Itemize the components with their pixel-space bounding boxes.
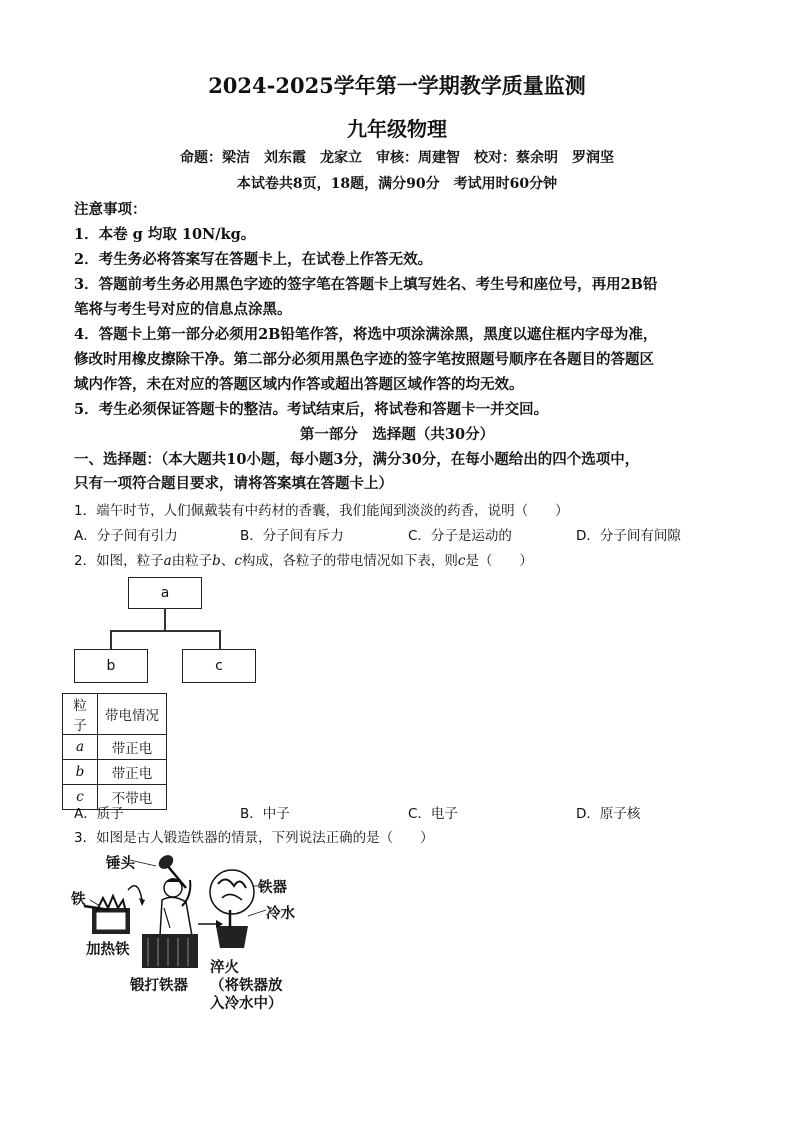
note-3a: 3．答题前考生务必用黑色字迹的签字笔在答题卡上填写姓名、考生号和座位号，再用2B铅: [74, 276, 658, 293]
part1-intro-b: 只有一项符合题目要求，请将答案填在答题卡上）: [74, 475, 393, 492]
q1-option-c: C．分子是运动的: [408, 528, 512, 544]
table-cell: b: [63, 760, 98, 785]
note-2: 2．考生务必将答案写在答题卡上，在试卷上作答无效。: [74, 251, 433, 268]
note-1: 1．本卷 g 均取 10N/kg。: [74, 226, 256, 243]
connector-left: [110, 630, 112, 650]
note-3b: 笔将与考生号对应的信息点涂黑。: [74, 301, 292, 318]
q1-option-d: D．分子间有间隙: [576, 528, 681, 544]
connector-right: [219, 630, 221, 650]
label-iron: 铁: [71, 891, 86, 908]
particle-c-box: c: [182, 649, 256, 683]
note-4a: 4．答题卡上第一部分必须用2B铅笔作答，将选中项涂满涂黑，黑度以遮住框内字母为准，: [74, 326, 658, 343]
note-4c: 域内作答，未在对应的答题区域内作答或超出答题区域作答的均无效。: [74, 376, 524, 393]
table-cell: 带正电: [98, 735, 167, 760]
label-quench-note-1: （将铁器放: [210, 977, 283, 994]
charge-table: [62, 693, 167, 810]
anvil-icon: [142, 934, 198, 968]
part1-intro-a: 一、选择题：（本大题共10小题，每小题3分，满分30分，在每小题给出的四个选项中，: [74, 451, 640, 468]
label-hammer: 锤头: [106, 855, 135, 872]
subject-title: 九年级物理: [347, 117, 447, 141]
exam-title: 2024-2025学年第一学期教学质量监测: [208, 73, 586, 98]
label-quench-note-2: 入冷水中）: [210, 995, 283, 1012]
particle-b-box: b: [74, 649, 148, 683]
table-cell: c: [63, 785, 98, 810]
label-forging: 锻打铁器: [130, 977, 188, 994]
particle-a-box: a: [128, 577, 202, 609]
furnace-icon: [84, 896, 130, 934]
label-heating: 加热铁: [86, 941, 130, 958]
table-header: 粒子: [63, 694, 98, 735]
table-cell: 不带电: [98, 785, 167, 810]
blacksmith-figure: [156, 852, 192, 936]
quench-bucket-icon: [210, 870, 254, 948]
label-cold-water: 冷水: [266, 905, 295, 922]
note-5: 5．考生必须保证答题卡的整洁。考试结束后，将试卷和答题卡一并交回。: [74, 401, 549, 418]
q1-option-a: A．分子间有引力: [74, 528, 178, 544]
table-cell: 带正电: [98, 760, 167, 785]
q1-option-b: B．分子间有斥力: [240, 528, 344, 544]
connector-horizontal: [110, 630, 220, 632]
note-4b: 修改时用橡皮擦除干净。第二部分必须用黑色字迹的签字笔按照题号顺序在各题目的答题区: [74, 351, 654, 368]
exam-info-line: 本试卷共8页，18题，满分90分 考试用时60分钟: [236, 176, 558, 192]
q2-option-a: A．质子: [74, 806, 124, 822]
q1-stem: 1．端午时节，人们佩戴装有中药材的香囊，我们能闻到淡淡的药香，说明（ ）: [74, 503, 569, 519]
q2-option-c: C．电子: [408, 806, 458, 822]
table-header: 带电情况: [98, 694, 167, 735]
q3-stem: 3．如图是古人锻造铁器的情景，下列说法正确的是（ ）: [74, 830, 434, 846]
connector-vertical: [164, 608, 166, 631]
q2-option-d: D．原子核: [576, 806, 641, 822]
part1-heading: 第一部分 选择题（共30分）: [299, 426, 495, 443]
table-row: [63, 735, 167, 760]
table-cell: a: [63, 735, 98, 760]
authors-line: 命题：梁洁 刘东霞 龙家立 审核：周建智 校对：蔡余明 罗润坚: [180, 150, 614, 166]
q2-stem: 2．如图，粒子a由粒子b、c构成，各粒子的带电情况如下表，则c是（ ）: [74, 553, 533, 569]
notes-heading: 注意事项：: [74, 201, 147, 218]
table-row: [63, 760, 167, 785]
label-ironware: 铁器: [258, 879, 287, 896]
q2-option-b: B．中子: [240, 806, 290, 822]
table-header-row: [63, 694, 167, 735]
label-quench: 淬火: [210, 959, 239, 976]
